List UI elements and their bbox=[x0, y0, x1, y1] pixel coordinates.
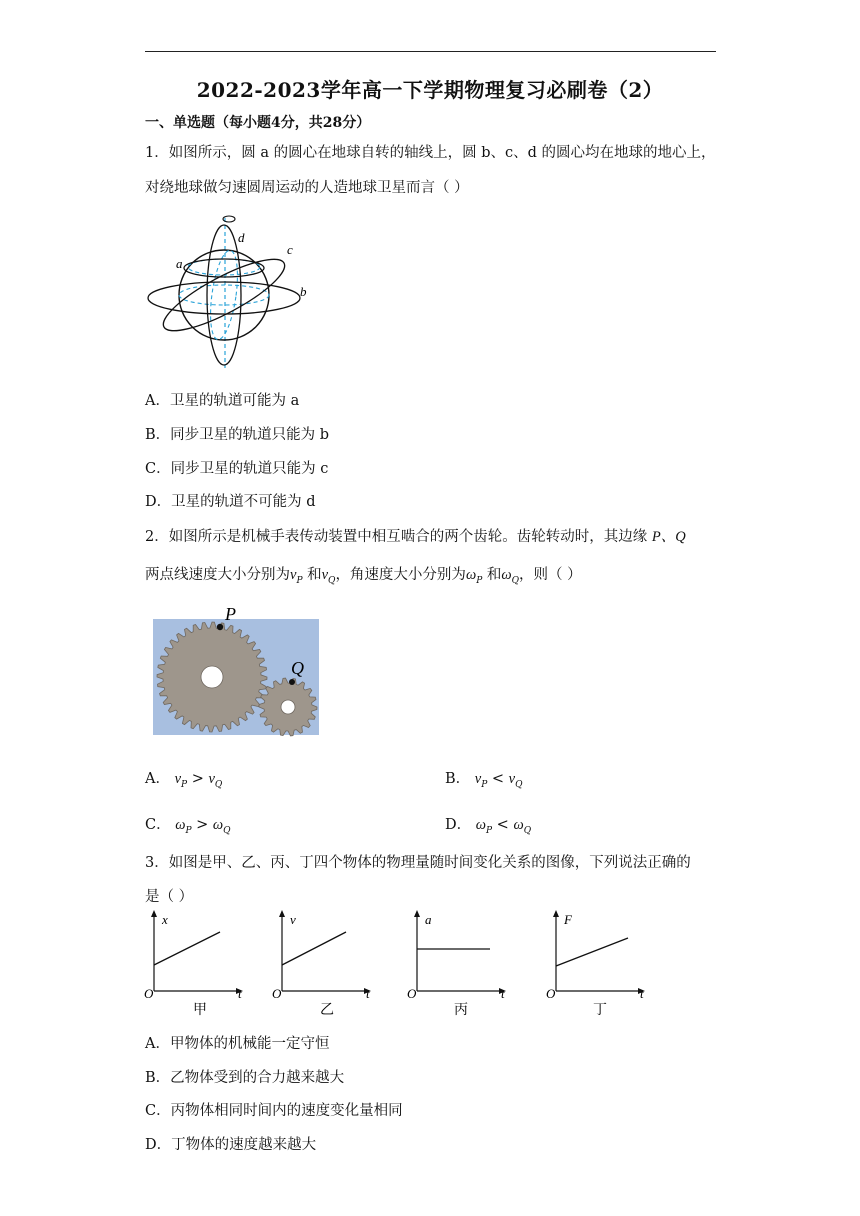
q3-graphs-figure bbox=[140, 908, 660, 1023]
svg-text:O: O bbox=[144, 986, 154, 1001]
label-a: a bbox=[176, 256, 183, 271]
q1-option-c[interactable]: C．同步卫星的轨道只能为 c bbox=[145, 461, 329, 477]
label-p: P bbox=[225, 604, 236, 624]
graph-bing bbox=[407, 910, 506, 1018]
q2-stem-line1: 2．如图所示是机械手表传动装置中相互啮合的两个齿轮。齿轮转动时，其边缘 P、Q bbox=[145, 529, 686, 545]
q1-stem-line2: 对绕地球做匀速圆周运动的人造地球卫星而言（ ） bbox=[145, 180, 469, 196]
q1-orbit-figure bbox=[145, 210, 315, 370]
q3-option-b[interactable]: B．乙物体受到的合力越来越大 bbox=[145, 1070, 345, 1086]
earth-circle bbox=[179, 250, 269, 340]
q1-option-a[interactable]: A．卫星的轨道可能为 a bbox=[145, 393, 300, 409]
svg-text:x: x bbox=[162, 912, 168, 927]
svg-text:a: a bbox=[425, 912, 432, 927]
arrow-icon bbox=[151, 910, 157, 917]
svg-text:t: t bbox=[238, 986, 242, 1001]
svg-text:O: O bbox=[407, 986, 417, 1001]
q3-stem-line2: 是（ ） bbox=[145, 889, 194, 905]
q1-option-b[interactable]: B．同步卫星的轨道只能为 b bbox=[145, 427, 330, 443]
svg-text:t: t bbox=[640, 986, 644, 1001]
large-gear-hole bbox=[201, 666, 223, 688]
q2-option-a[interactable]: A． $v_P > v_Q$ bbox=[145, 771, 223, 790]
q3-stem-line1: 3．如图是甲、乙、丙、丁四个物体的物理量随时间变化关系的图像，下列说法正确的 bbox=[145, 855, 691, 871]
q2-option-b[interactable]: B． $v_P < v_Q$ bbox=[445, 771, 523, 790]
svg-text:v: v bbox=[290, 912, 296, 927]
label-b: b bbox=[300, 284, 307, 299]
arrow-icon bbox=[414, 910, 420, 917]
svg-text:丁: 丁 bbox=[593, 1002, 607, 1018]
q1-stem-line1: 1．如图所示，圆 a 的圆心在地球自转的轴线上，圆 b、c、d 的圆心均在地球的地心上， bbox=[145, 145, 716, 161]
graph-jia bbox=[144, 910, 243, 1018]
svg-text:F: F bbox=[564, 912, 572, 927]
page-title: 2022-2023学年高一下学期物理复习必刷卷（2） bbox=[196, 78, 664, 102]
arrow-icon bbox=[279, 910, 285, 917]
point-q bbox=[289, 679, 295, 685]
arrow-icon bbox=[553, 910, 559, 917]
label-c: c bbox=[287, 242, 293, 257]
label-q: Q bbox=[291, 658, 304, 678]
svg-text:t: t bbox=[501, 986, 505, 1001]
q2-option-d[interactable]: D． $\omega_P < \omega_Q$ bbox=[445, 817, 532, 836]
section-heading: 一、单选题（每小题4分，共28分） bbox=[145, 115, 371, 131]
svg-text:乙: 乙 bbox=[320, 1002, 334, 1018]
q3-option-a[interactable]: A．甲物体的机械能一定守恒 bbox=[145, 1036, 330, 1052]
q2-stem-line2: 两点线速度大小分别为$v_P$ 和$v_Q$，角速度大小分别为$\omega_P$ 和$\omega_Q$，则（ ） bbox=[145, 567, 582, 586]
svg-text:O: O bbox=[272, 986, 282, 1001]
graph-yi bbox=[272, 910, 371, 1018]
orbit-b bbox=[148, 282, 300, 314]
label-d: d bbox=[238, 230, 245, 245]
small-gear-hole bbox=[281, 700, 295, 714]
q3-option-c[interactable]: C．丙物体相同时间内的速度变化量相同 bbox=[145, 1103, 403, 1119]
graph-ding bbox=[546, 910, 645, 1018]
header-rule bbox=[145, 51, 716, 52]
q2-option-c[interactable]: C． $\omega_P > \omega_Q$ bbox=[145, 817, 231, 836]
q3-option-d[interactable]: D．丁物体的速度越来越大 bbox=[145, 1137, 317, 1153]
q2-gear-figure bbox=[150, 600, 322, 740]
svg-text:O: O bbox=[546, 986, 556, 1001]
svg-text:丙: 丙 bbox=[454, 1002, 468, 1018]
svg-text:甲: 甲 bbox=[193, 1002, 207, 1018]
q1-option-d[interactable]: D．卫星的轨道不可能为 d bbox=[145, 494, 316, 510]
svg-text:t: t bbox=[366, 986, 370, 1001]
point-p bbox=[217, 624, 223, 630]
